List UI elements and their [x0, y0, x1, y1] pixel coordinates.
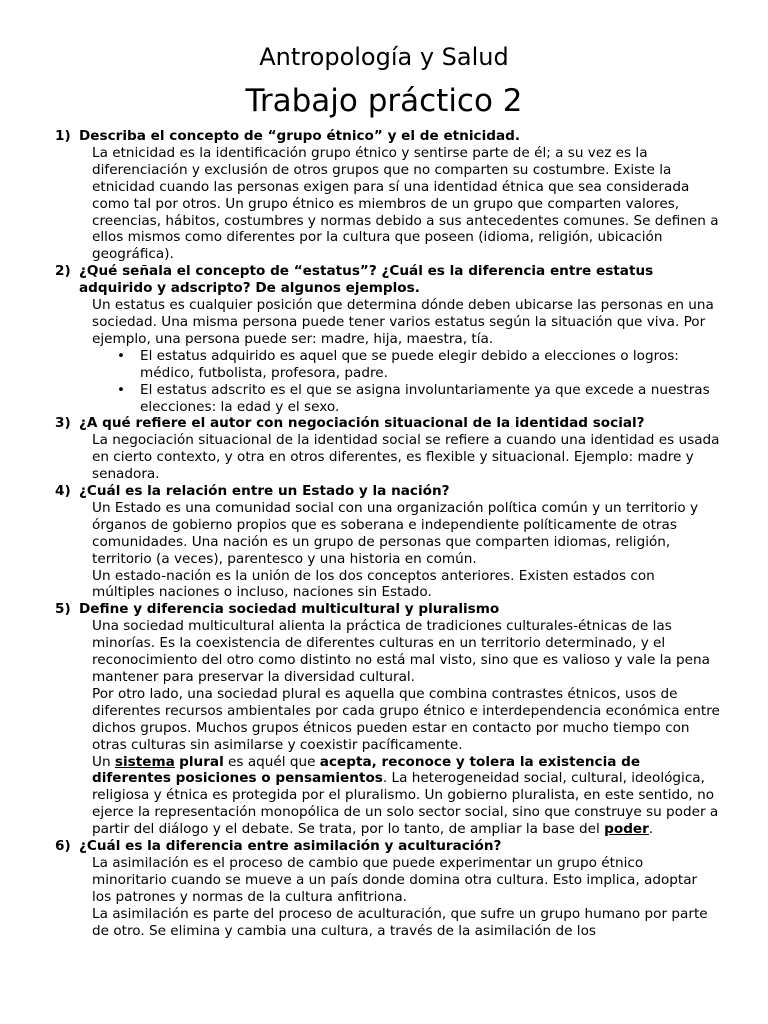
bullet-text: El estatus adquirido es aquel que se puede elegir debido a elecciones o logros: médico, futbolista, profesora, padre.	[140, 347, 679, 381]
emphasis-plural: plural	[179, 753, 224, 770]
bullet-icon: •	[117, 347, 126, 364]
question-text: Describa el concepto de “grupo étnico” y el de etnicidad.	[79, 128, 521, 144]
question-number: 5)	[55, 601, 71, 618]
question-number: 6)	[55, 838, 71, 855]
question-6	[55, 838, 720, 855]
question-5	[55, 601, 720, 618]
question-text: ¿Cuál es la relación entre un Estado y la nación?	[79, 483, 450, 500]
answer-5-paragraph-1: Una sociedad multicultural alienta la práctica de tradiciones culturales-étnicas de las minorías. Es la coexistencia de diferentes culturas en un territorio determinado, y el reconocimiento del otro como distinto no está mal visto, sino que es valioso y vale la pena mantener para preservar la diversidad cultural.	[92, 618, 710, 685]
answer-3: La negociación situacional de la identidad social se refiere a cuando una identidad es usada en cierto contexto, y otra en otros diferentes, es flexible y situacional. Ejemplo: madre y senadora.	[92, 432, 720, 483]
bullet-icon: •	[117, 381, 126, 398]
answer-5-paragraph-2: Por otro lado, una sociedad plural es aquella que combina contrastes étnicos, usos de diferentes recursos ambientales por cada grupo étnico e interdependencia económica entre dichos grupos. Muchos grupos étnicos pueden estar en contacto por mucho tiempo con otras culturas sin asimilarse y coexistir pacíficamente.	[92, 685, 720, 753]
emphasis-poder: poder	[604, 821, 649, 838]
answer-6-paragraph-1: La asimilación es el proceso de cambio que puede experimentar un grupo étnico minoritario cuando se mueve a un país donde domina otra cultura. Esto implica, adoptar los patrones y normas de la cultura anfitriona.	[92, 854, 698, 905]
answer-5-paragraph-3	[55, 754, 720, 839]
answer-2: Un estatus es cualquier posición que determina dónde deben ubicarse las personas en una sociedad. Una misma persona puede tener varios estatus según la situación que viva. Por ejemplo, una persona puede ser: madre, hija, maestra, tía.	[92, 297, 714, 347]
question-number: 1)	[55, 128, 71, 144]
question-number: 2)	[55, 263, 71, 280]
text-run: . La heterogeneidad social, cultural, ideológica, religiosa y étnica es protegida por el pluralismo. Un gobierno pluralista, en este sentido, no ejerce la representación monopólica de un solo sector social, sino que construye su poder a partir del diálogo y el debate. Se trata, por lo tanto, de ampliar la base del	[92, 770, 719, 838]
answer-4-paragraph-1: Un Estado es una comunidad social con una organización política común y un territorio y órganos de gobierno propios que es soberana e independiente políticamente de otras comunidades. Una nación es un grupo de personas que comparten idiomas, religión, territorio (a veces), parentesco y una historia en común.	[92, 499, 699, 567]
question-text: ¿Cuál es la diferencia entre asimilación y aculturación?	[79, 838, 502, 855]
question-text: ¿A qué refiere el autor con negociación situacional de la identidad social?	[79, 415, 645, 432]
document-body	[55, 128, 720, 940]
question-number: 3)	[55, 415, 71, 432]
question-number: 4)	[55, 483, 71, 500]
answer-4-paragraph-2: Un estado-nación es la unión de los dos conceptos anteriores. Existen estados con múltiples naciones o incluso, naciones sin Estado.	[92, 567, 655, 601]
question-1	[55, 128, 720, 145]
text-run: es aquél que	[223, 753, 320, 770]
course-title: Antropología y Salud	[259, 43, 509, 71]
text-run: Un	[92, 753, 115, 770]
answer-1: La etnicidad es la identificación grupo étnico y sentirse parte de él; a su vez es la diferenciación y exclusión de otros grupos que no comparten su costumbre. Existe la etnicidad cuando las personas exigen para sí una identidad étnica que sea considerada como tal por otros. Un grupo étnico es miembros de un grupo que comparten valores, creencias, hábitos, costumbres y normas debido a sus antecedentes comunes. Se definen a ellos mismos como diferentes por la cultura que poseen (idioma, religión, ubicación geográfica).	[92, 144, 719, 263]
question-2	[55, 263, 720, 297]
question-text: ¿Qué señala el concepto de “estatus”? ¿Cuál es la diferencia entre estatus adquirido y adscripto? De algunos ejemplos.	[79, 263, 654, 297]
bullet-item	[55, 382, 720, 416]
text-run: .	[648, 821, 654, 838]
bullet-text: El estatus adscrito es el que se asigna involuntariamente ya que excede a nuestras elecciones: la edad y el sexo.	[140, 381, 710, 415]
assignment-title: Trabajo práctico 2	[245, 83, 523, 119]
question-3	[55, 415, 720, 432]
emphasis-definition: acepta, reconoce y tolera la existencia de diferentes posiciones o pensamientos	[92, 753, 641, 787]
emphasis-sistema: sistema	[114, 753, 175, 770]
question-4	[55, 483, 720, 500]
answer-6-paragraph-2: La asimilación es parte del proceso de aculturación, que sufre un grupo humano por parte de otro. Se elimina y cambia una cultura, a través de la asimilación de los	[92, 905, 708, 939]
question-text: Define y diferencia sociedad multicultural y pluralismo	[79, 601, 500, 618]
bullet-item	[55, 348, 720, 382]
